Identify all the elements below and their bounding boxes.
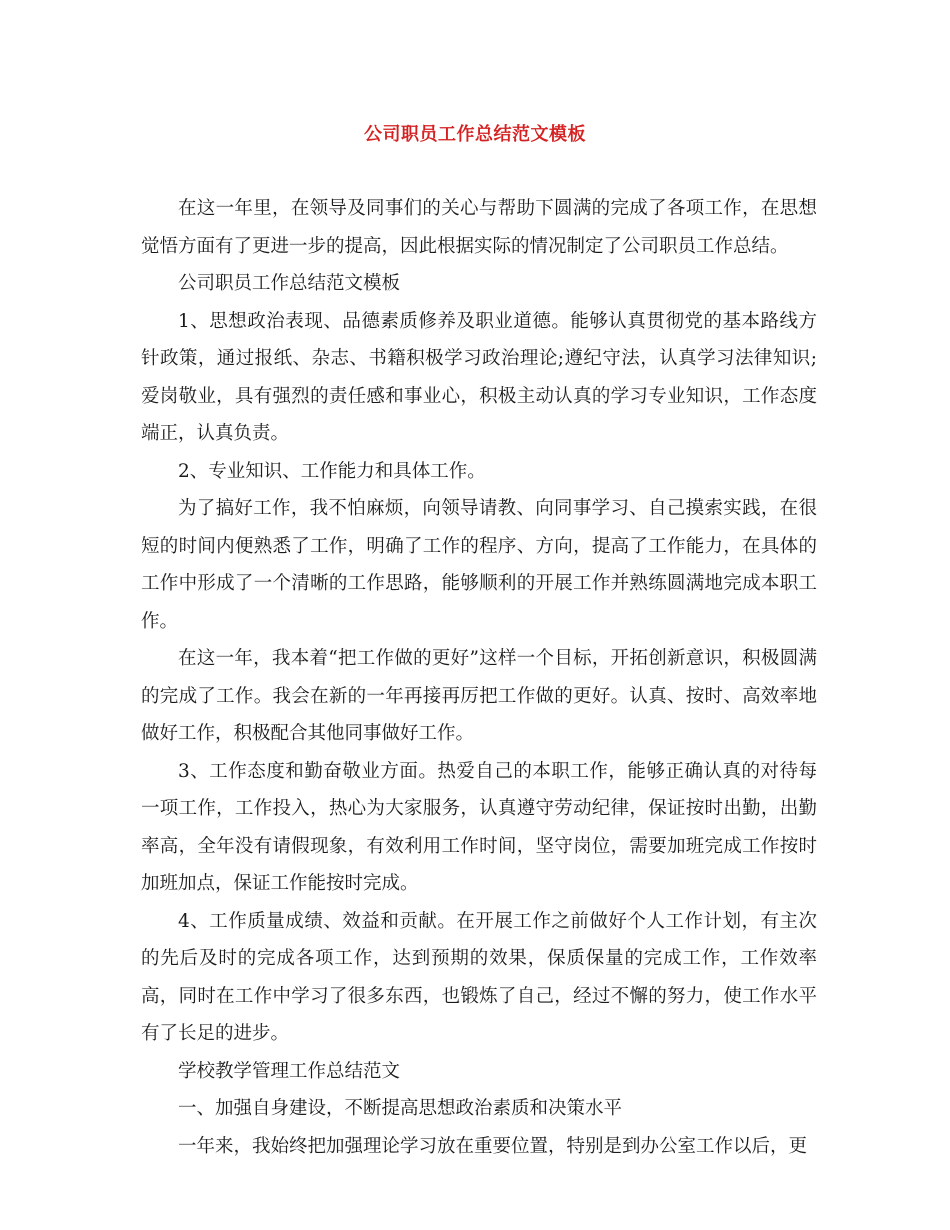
document-title: 公司职员工作总结范文模板 [364, 124, 586, 145]
paragraph-section-1: 1、思想政治表现、品德素质修养及职业道德。能够认真贯彻党的基本路线方针政策，通过报纸、杂志、书籍积极学习政治理论;遵纪守法，认真学习法律知识;爱岗敬业，具有强烈的责任感和事业心，积极主动认真的学习专业知识，工作态度端正，认真负责。 [141, 310, 817, 444]
document-body [141, 190, 817, 1165]
paragraph-year-goal: 在这一年，我本着“把工作做的更好”这样一个目标，开拓创新意识，积极圆满的完成了工作。我会在新的一年再接再厉把工作做的更好。认真、按时、高效率地做好工作，积极配合其他同事做好工作。 [141, 648, 817, 744]
paragraph-school-body: 一年来，我始终把加强理论学习放在重要位置，特别是到办公室工作以后，更 [178, 1135, 808, 1157]
paragraph-section-2-body: 为了搞好工作，我不怕麻烦，向领导请教、向同事学习、自己摸索实践，在很短的时间内便熟悉了工作，明确了工作的程序、方向，提高了工作能力，在具体的工作中形成了一个清晰的工作思路，能够顺利的开展工作并熟练圆满地完成本职工作。 [141, 498, 817, 632]
paragraph-subtitle: 公司职员工作总结范文模板 [178, 273, 401, 294]
paragraph-school-heading: 学校教学管理工作总结范文 [178, 1060, 401, 1082]
paragraph-intro: 在这一年里，在领导及同事们的关心与帮助下圆满的完成了各项工作，在思想觉悟方面有了更进一步的提高，因此根据实际的情况制定了公司职员工作总结。 [141, 198, 817, 257]
paragraph-section-3: 3、工作态度和勤奋敬业方面。热爱自己的本职工作，能够正确认真的对待每一项工作，工作投入，热心为大家服务，认真遵守劳动纪律，保证按时出勤，出勤率高，全年没有请假现象，有效利用工作时间，坚守岗位，需要加班完成工作按时加班加点，保证工作能按时完成。 [141, 760, 817, 894]
paragraph-section-4: 4、工作质量成绩、效益和贡献。在开展工作之前做好个人工作计划，有主次的先后及时的完成各项工作，达到预期的效果，保质保量的完成工作，工作效率高，同时在工作中学习了很多东西，也锻炼了自己，经过不懈的努力，使工作水平有了长足的进步。 [141, 910, 817, 1044]
paragraph-school-section-1: 一、加强自身建设，不断提高思想政治素质和决策水平 [178, 1098, 623, 1119]
paragraph-section-2-heading: 2、专业知识、工作能力和具体工作。 [178, 460, 486, 482]
